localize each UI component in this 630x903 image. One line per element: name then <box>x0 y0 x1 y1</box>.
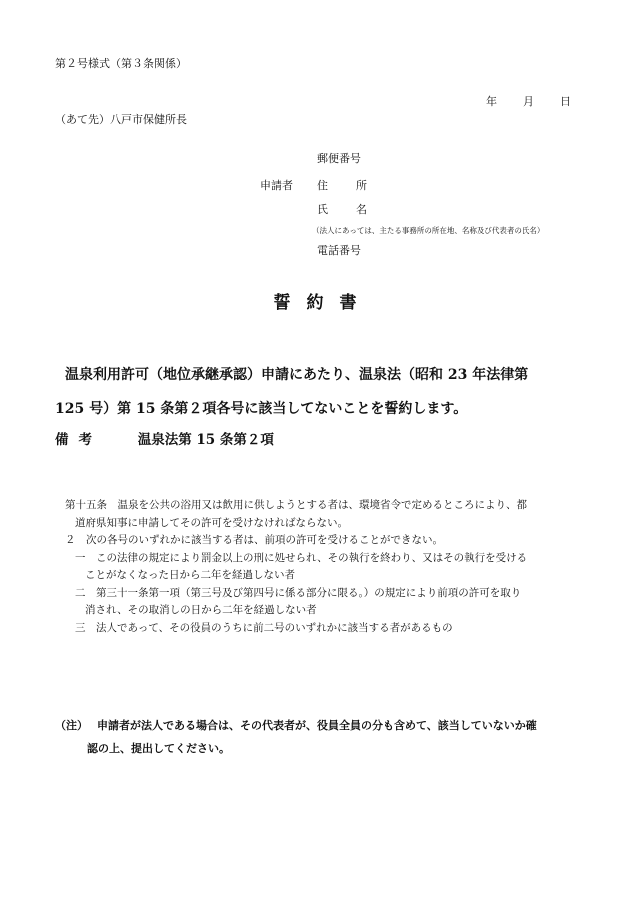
address-label-char-1: 住 <box>317 179 328 192</box>
date-year-label: 年 <box>486 95 497 108</box>
document-title: 誓約書 <box>273 293 373 313</box>
law-line: 消され、その取消しの日から二年を経過しない者 <box>85 604 317 616</box>
note-label: （注） <box>55 719 88 732</box>
corporation-note: （法人にあっては、主たる事務所の所在地、名称及び代表者の氏名） <box>312 226 545 235</box>
date-day-label: 日 <box>560 95 571 108</box>
remarks-heading <box>55 428 274 448</box>
note-line-2: 認の上、提出してください。 <box>87 742 230 755</box>
declaration-text <box>55 358 585 426</box>
law-line: 第十五条 温泉を公共の浴用又は飲用に供しようとする者は、環境省令で定めるところにより、都 <box>65 499 527 511</box>
name-label-char-2: 名 <box>356 203 367 216</box>
remarks-text: 温泉法第 15 条第２項 <box>137 432 274 448</box>
applicant-label: 申請者 <box>260 179 293 192</box>
postal-code-label: 郵便番号 <box>317 152 361 165</box>
date-month-label: 月 <box>523 95 534 108</box>
form-number: 第２号様式（第３条関係） <box>55 57 187 70</box>
law-line: 二 第三十一条第一項（第三号及び第四号に係る部分に限る。）の規定により前項の許可を取り <box>75 586 522 599</box>
law-excerpt <box>55 497 580 637</box>
name-label <box>317 201 367 220</box>
law-line: 道府県知事に申請してその許可を受けなければならない。 <box>75 516 348 529</box>
phone-number-label: 電話番号 <box>317 244 361 257</box>
law-line: ２ 次の各号のいずれかに該当する者は、前項の許可を受けることができない。 <box>65 534 443 546</box>
addressee: （あて先）八戸市保健所長 <box>55 113 187 126</box>
law-line: 一 この法律の規定により罰金以上の刑に処せられ、その執行を終わり、又はその執行を受ける <box>75 551 528 564</box>
address-label-char-2: 所 <box>356 179 367 192</box>
name-label-char-1: 氏 <box>317 203 328 216</box>
declaration-line-2: 125 号）第 15 条第２項各号に該当してないことを誓約します。 <box>55 401 468 417</box>
address-label <box>317 177 367 196</box>
note-section <box>55 714 585 760</box>
remarks-label: 備考 <box>55 432 102 448</box>
law-line: 三 法人であって、その役員のうちに前二号のいずれかに該当する者があるもの <box>75 621 453 634</box>
law-line: ことがなくなった日から二年を経過しない者 <box>85 569 295 581</box>
declaration-line-1: 温泉利用許可（地位承継承認）申請にあたり、温泉法（昭和 23 年法律第 <box>65 367 529 383</box>
note-line-1: 申請者が法人である場合は、その代表者が、役員全員の分も含めて、該当していないか確 <box>97 719 537 732</box>
